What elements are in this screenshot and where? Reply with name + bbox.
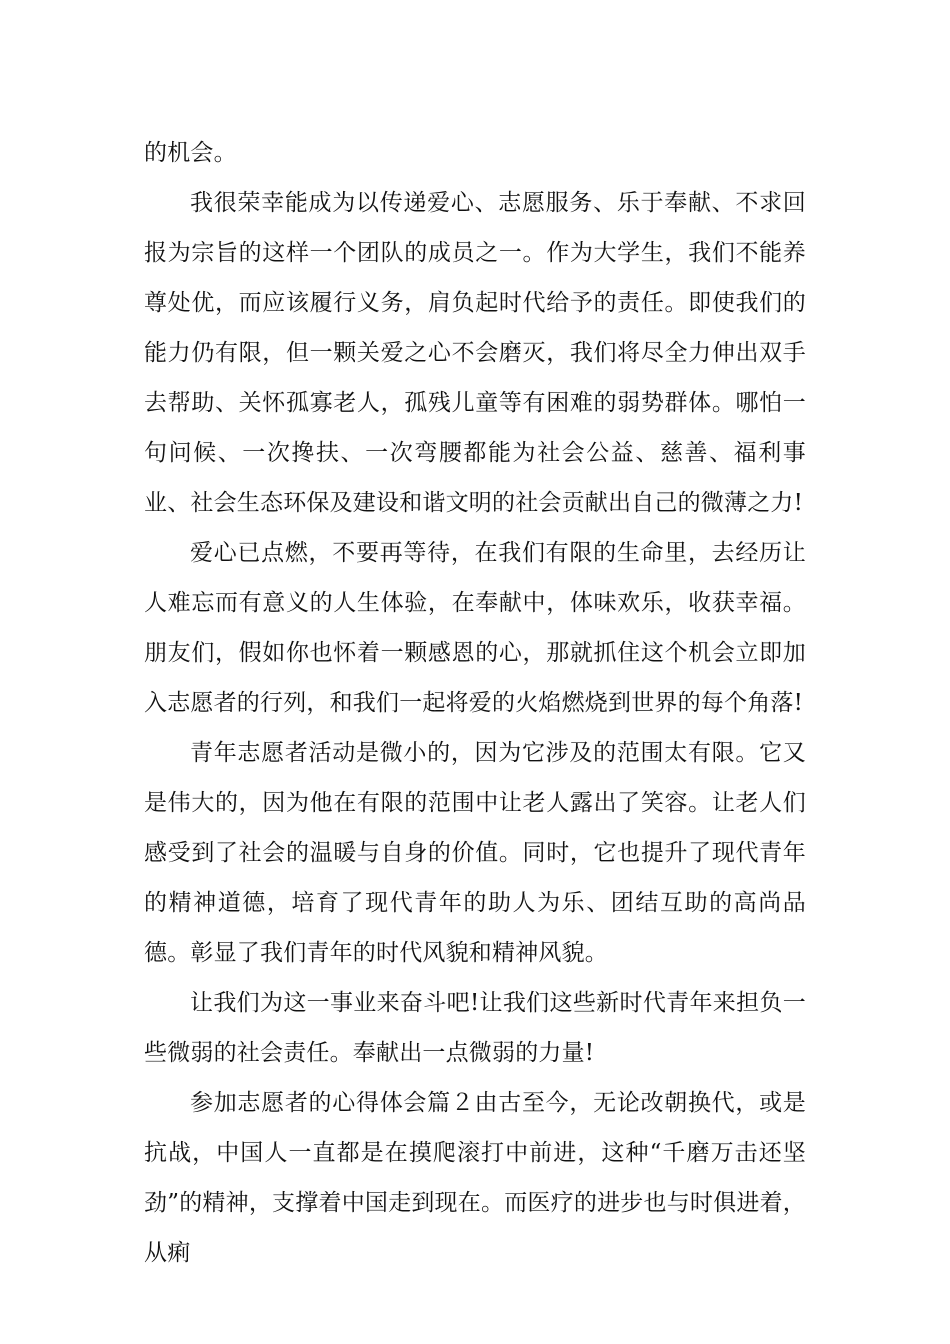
paragraph-volunteer-team: 我很荣幸能成为以传递爱心、志愿服务、乐于奉献、不求回报为宗旨的这样一个团队的成员之一。作为大学生，我们不能养尊处优，而应该履行义务，肩负起时代给予的责任。即使我们的能力仍有限，但一颗关爱之心不会磨灭，我们将尽全力伸出双手去帮助、关怀孤寡老人，孤残儿童等有困难的弱势群体。哪怕一句问候、一次搀扶、一次弯腰都能为社会公益、慈善、福利事业、社会生态环保及建设和谐文明的社会贡献出自己的微薄之力!: [144, 190, 806, 516]
paragraph-call-to-action: 让我们为这一事业来奋斗吧!让我们这些新时代青年来担负一些微弱的社会责任。奉献出一点微弱的力量!: [144, 990, 806, 1066]
paragraph-article-2-start: 参加志愿者的心得体会篇２由古至今，无论改朝换代，或是抗战，中国人一直都是在摸爬滚打中前进，这种“千磨万击还坚劲”的精神，支撑着中国走到现在。而医疗的进步也与时俱进着，从痢: [144, 1090, 806, 1266]
paragraph-continuation: 的机会。: [144, 140, 237, 166]
document-body: [144, 128, 806, 1278]
paragraph-love-ignited: 爱心已点燃，不要再等待，在我们有限的生命里，去经历让人难忘而有意义的人生体验，在奉献中，体味欢乐，收获幸福。朋友们，假如你也怀着一颗感恩的心，那就抓住这个机会立即加入志愿者的行列，和我们一起将爱的火焰燃烧到世界的每个角落!: [144, 540, 806, 716]
paragraph-youth-volunteer-activity: 青年志愿者活动是微小的，因为它涉及的范围太有限。它又是伟大的，因为他在有限的范围中让老人露出了笑容。让老人们感受到了社会的温暖与自身的价值。同时，它也提升了现代青年的精神道德，培育了现代青年的助人为乐、团结互助的高尚品德。彰显了我们青年的时代风貌和精神风貌。: [144, 740, 806, 966]
